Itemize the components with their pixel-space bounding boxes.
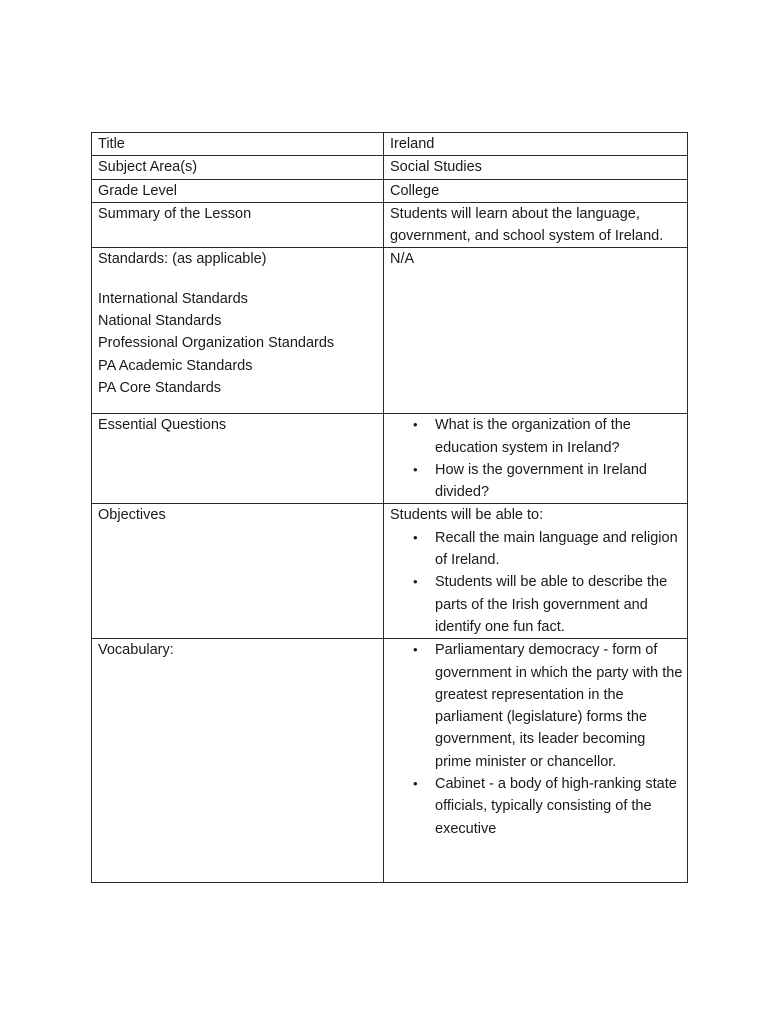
list-item-text: Parliamentary democracy - form of government in which the party with the greatest representation in the parliament (legislature) forms the government, its leader becoming prime minister or chancellor. [435,642,683,770]
list-item [413,571,683,638]
bullet-icon: • [413,642,418,658]
list-item [413,527,683,572]
standards-item: PA Academic Standards [98,357,253,374]
row-label-subject: Subject Area(s) [92,156,384,179]
essential-questions-list [390,414,683,503]
row-label-vocabulary: Vocabulary: [92,639,384,883]
row-value-essential-questions [384,414,688,504]
objectives-list [390,527,683,638]
list-item [413,639,683,773]
standards-list [98,288,379,399]
row-value-standards: N/A [384,248,688,414]
standards-item: National Standards [98,313,222,330]
list-item-text: Recall the main language and religion of Ireland. [435,529,678,569]
row-label-objectives: Objectives [92,504,384,639]
table-row-grade [92,179,688,202]
objectives-intro: Students will be able to: [390,507,544,524]
bullet-icon: • [413,461,418,477]
table-row-essential-questions [92,414,688,504]
list-item-text: What is the organization of the education system in Ireland? [435,417,631,456]
bullet-icon: • [413,574,418,590]
list-item-text: Students will be able to describe the parts of the Irish government and identify one fun fact. [435,574,668,635]
bullet-icon: • [413,417,418,433]
table-row-standards [92,248,688,414]
row-value-vocabulary [384,639,688,883]
bullet-icon: • [413,529,418,545]
list-item [413,459,683,504]
row-label-essential-questions: Essential Questions [92,414,384,504]
table-row-objectives [92,504,688,639]
row-value-title: Ireland [384,133,688,156]
row-label-grade: Grade Level [92,179,384,202]
list-item [413,773,683,840]
row-value-grade: College [384,179,688,202]
table-row-title [92,133,688,156]
bullet-icon: • [413,776,418,792]
table-row-summary [92,202,688,248]
row-value-objectives [384,504,688,639]
row-label-title: Title [92,133,384,156]
standards-item: Professional Organization Standards [98,335,335,352]
standards-heading: Standards: (as applicable) [98,251,267,268]
standards-item: International Standards [98,290,248,307]
standards-item: PA Core Standards [98,379,222,396]
vocabulary-list [390,639,683,840]
list-item [413,414,683,459]
row-value-subject: Social Studies [384,156,688,179]
row-label-standards [92,248,384,414]
table-row-subject [92,156,688,179]
table-row-vocabulary [92,639,688,883]
list-item-text: How is the government in Ireland divided? [435,461,647,501]
list-item-text: Cabinet - a body of high-ranking state officials, typically consisting of the executive [435,776,677,837]
row-label-summary: Summary of the Lesson [92,202,384,248]
lesson-plan-table [91,132,688,883]
row-value-summary: Students will learn about the language, government, and school system of Ireland. [384,202,688,248]
